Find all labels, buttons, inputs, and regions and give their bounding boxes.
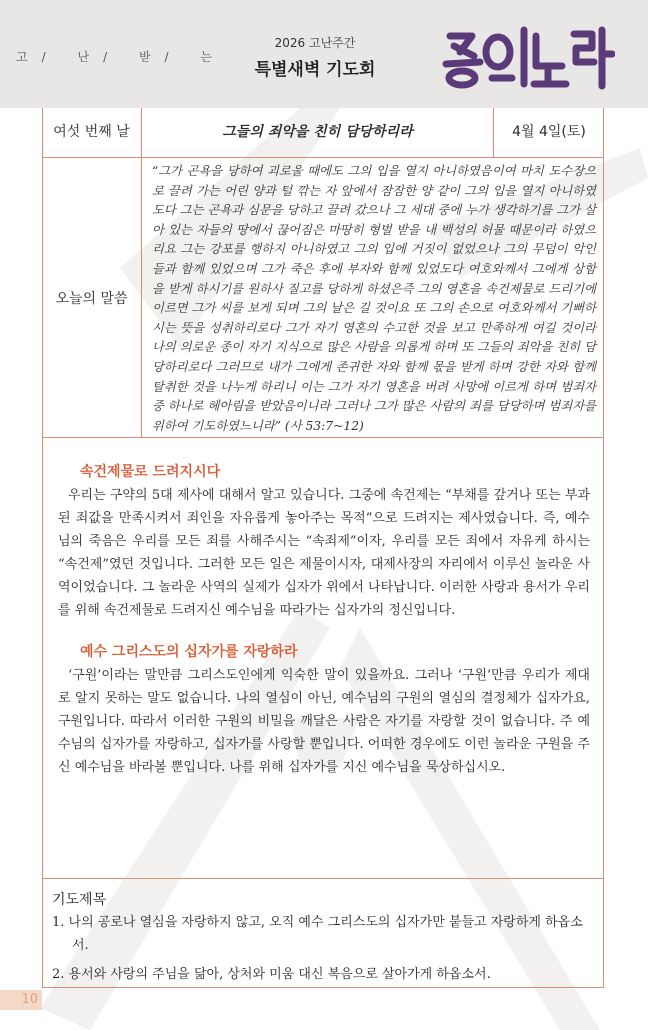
header-char: 난 [77, 50, 90, 64]
header-char: 는 [200, 50, 212, 64]
devotional-sections [58, 460, 590, 779]
section-2 [58, 640, 590, 779]
day-date: 4월 4일(토) [512, 124, 586, 140]
prayer-title: 기도제목 [52, 892, 107, 908]
day-title: 그들의 죄악을 친히 담당하리라 [142, 108, 494, 157]
header-char: 받 [138, 50, 151, 64]
prayer-item: 1. 나의 공로나 열심을 자랑하지 않고, 오직 예수 그리스도의 십자가만 붙들고 자랑하게 하옵소서. [52, 915, 583, 953]
day-header-row [42, 108, 604, 158]
section-body: ‘구원’이라는 말만큼 그리스도인에게 익숙한 말이 있을까요. 그러나 ‘구원’만큼 우리가 제대로 알지 못하는 말도 없습니다. 나의 열심이 아닌, 예수님의 구원의 열심의 결정체가 십자가요, 구원입니다. 따라서 이러한 구원의 비밀을 깨달은 사람은 자기를 자랑할 것이 없습니다. 주 예수님의 십자가를 자랑하고, 십자가를 사랑할 뿐입니다. 어떠한 경우에도 이런 놀라운 구원을 주신 예수님을 바라볼 뿐입니다. 나를 위해 십자가를 지신 예수님을 묵상하십시오. [58, 668, 590, 775]
page-number: 10 [0, 990, 42, 1010]
header-char: 고 [16, 50, 28, 64]
header-title: 특별새벽 기도회 [254, 60, 376, 80]
section-1 [58, 460, 590, 622]
prayer-requests [42, 878, 604, 988]
day-label: 여섯 번째 날 [42, 108, 142, 157]
section-body: 우리는 구약의 5대 제사에 대해서 알고 있습니다. 그중에 속건제는 “부채를 갚거나 또는 부과된 죄값을 만족시켜서 죄인을 자유롭게 놓아주는 목적”으로 드려지는 제사였습니다. 즉, 예수님의 죽음은 우리를 모든 죄를 사해주시는 “속죄제”이자, 우리를 모든 죄에서 자유케 하시는 “속건제”였던 것입니다. 그러한 모든 일은 제물이시자, 대제사장의 자리에서 이루신 놀라운 사역이었습니다. 그 놀라운 사역의 실제가 십자가 위에서 나타납니다. 이러한 사랑과 용서가 우리를 위해 속건제물로 드려지신 예수님을 따라가는 십자가의 정신입니다. [58, 488, 590, 618]
header-left-label: 고 / 난 / 받 / 는 [16, 50, 212, 64]
page-header [0, 0, 648, 108]
section-title: 속건제물로 드려지시다 [80, 464, 221, 480]
prayer-item: 2. 용서와 사랑의 주님을 닮아, 상처와 미움 대신 복음으로 살아가게 하옵소서. [52, 967, 491, 982]
todays-word-row [42, 158, 604, 438]
header-title-block [230, 34, 400, 80]
header-subtitle: 2026 고난주간 [274, 36, 356, 50]
prayer-list [52, 911, 597, 986]
logo-jong-ui-norae [440, 22, 615, 92]
logo-text: 종의노래 [440, 22, 444, 23]
scripture-text: “그가 곤욕을 당하여 괴로울 때에도 그의 입을 열지 아니하였음이여 마치 도수장으로 끌려 가는 어린 양과 털 깎는 자 앞에서 잠잠한 양 같이 그의 입을 열지 아니하였도다 그는 곤욕과 심문을 당하고 끌려 갔으나 그 세대 중에 누가 생각하기를 그가 살아 있는 자들의 땅에서 끊어짐은 마땅히 형벌 받을 내 백성의 허물 때문이라 하였으리요 그는 강포를 행하지 아니하였고 그의 입에 거짓이 없었으나 그의 무덤이 악인들과 함께 있었으며 그가 죽은 후에 부자와 함께 있었도다 여호와께서 그에게 상함을 받게 하시기를 원하사 질고를 당하게 하셨은즉 그의 영혼을 속건제물로 드리기에 이르면 그가 씨를 보게 되며 그의 날은 길 것이요 또 그의 손으로 여호와께서 기뻐하시는 뜻을 성취하리로다 그가 자기 영혼의 수고한 것을 보고 만족하게 여길 것이라 나의 의로운 종이 자기 지식으로 많은 사람을 의롭게 하며 또 그들의 죄악을 친히 담당하리로다 그러므로 내가 그에게 존귀한 자와 함께 몫을 받게 하며 강한 자와 함께 탈취한 것을 나누게 하리니 이는 그가 자기 영혼을 버려 사망에 이르게 하며 범죄자 중 하나로 헤아림을 받았음이니라 그러나 그가 많은 사람의 죄를 담당하며 범죄자를 위하여 기도하였느니라” (사 53:7~12) [152, 164, 596, 433]
word-label: 오늘의 말씀 [42, 158, 142, 437]
section-title: 예수 그리스도의 십자가를 자랑하라 [80, 644, 298, 660]
